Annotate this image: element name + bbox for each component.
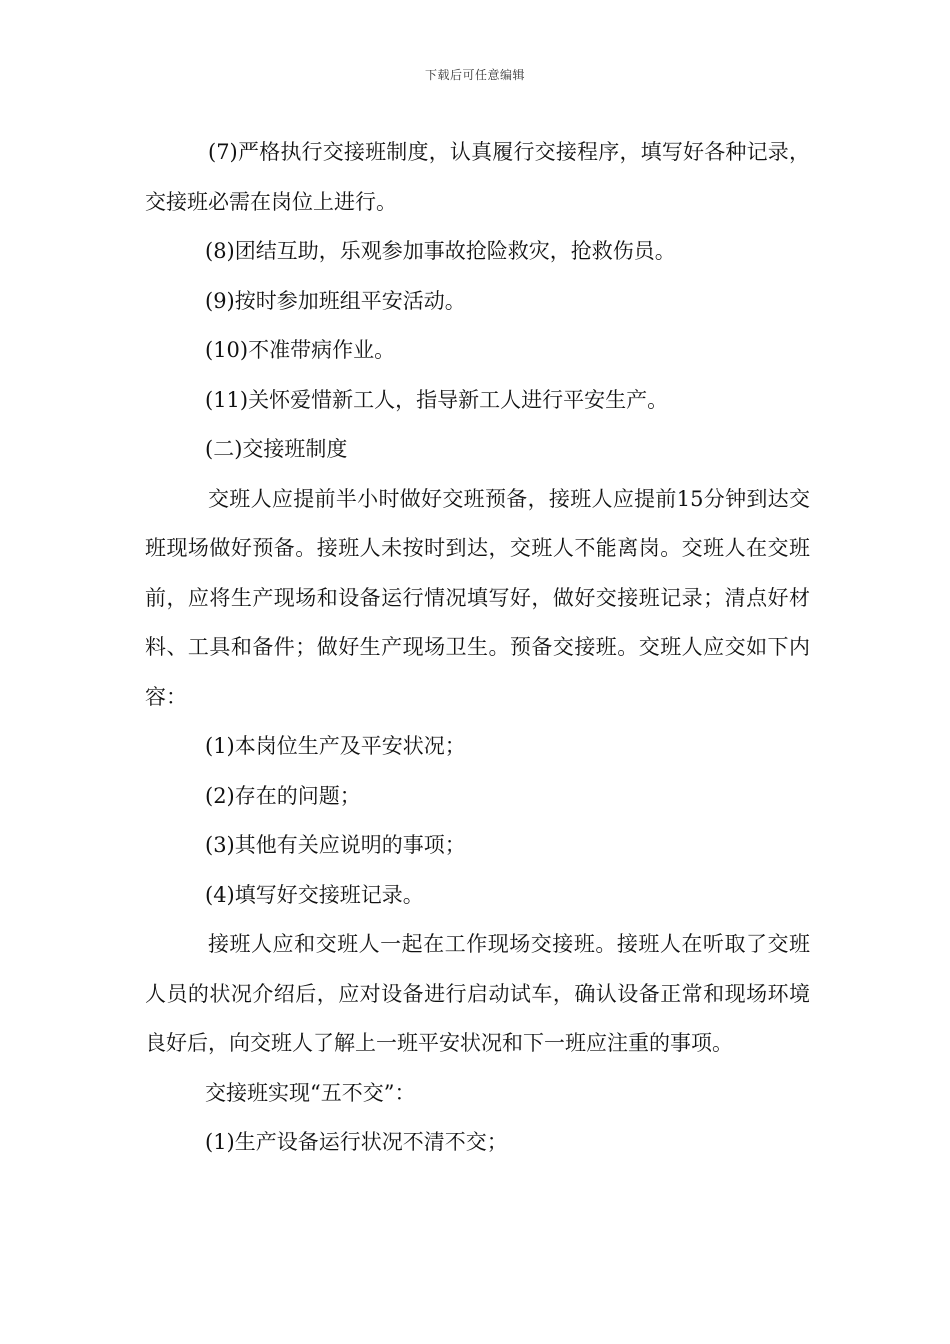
handover-item-3: (3)其他有关应说明的事项； <box>205 833 466 857</box>
handover-item-1: (1)本岗位生产及平安状况； <box>205 734 466 758</box>
five-no-handover-item-1: (1)生产设备运行状况不清不交； <box>205 1130 508 1154</box>
paragraph-item-7: (7)严格执行交接班制度，认真履行交接程序，填写好各种记录，交接班必需在岗位上进行。 <box>145 140 810 214</box>
five-no-handover-heading: 交接班实现“五不交”： <box>205 1080 416 1105</box>
section-heading: (二)交接班制度 <box>205 437 348 461</box>
handover-paragraph: 交班人应提前半小时做好交班预备，接班人应提前15分钟到达交班现场做好预备。接班人未按时到达，交班人不能离岗。交班人在交班前，应将生产现场和设备运行情况填写好，做好交接班记录；清点好材料、工具和备件；做好生产现场卫生。预备交接班。交班人应交如下内容： <box>145 486 810 709</box>
paragraph-item-10: (10)不准带病作业。 <box>205 338 396 362</box>
paragraph-item-11: (11)关怀爱惜新工人，指导新工人进行平安生产。 <box>205 387 669 412</box>
takeover-paragraph: 接班人应和交班人一起在工作现场交接班。接班人在听取了交班人员的状况介绍后，应对设备进行启动试车，确认设备正常和现场环境良好后，向交班人了解上一班平安状况和下一班应注重的事项。 <box>145 932 810 1055</box>
handover-item-4: (4)填写好交接班记录。 <box>205 882 424 907</box>
page-header: 下载后可任意编辑 <box>424 68 525 82</box>
document-body <box>145 128 810 1168</box>
paragraph-item-9: (9)按时参加班组平安活动。 <box>205 288 466 313</box>
paragraph-item-8: (8)团结互助，乐观参加事故抢险救灾，抢救伤员。 <box>205 239 676 263</box>
handover-item-2: (2)存在的问题； <box>205 783 361 808</box>
